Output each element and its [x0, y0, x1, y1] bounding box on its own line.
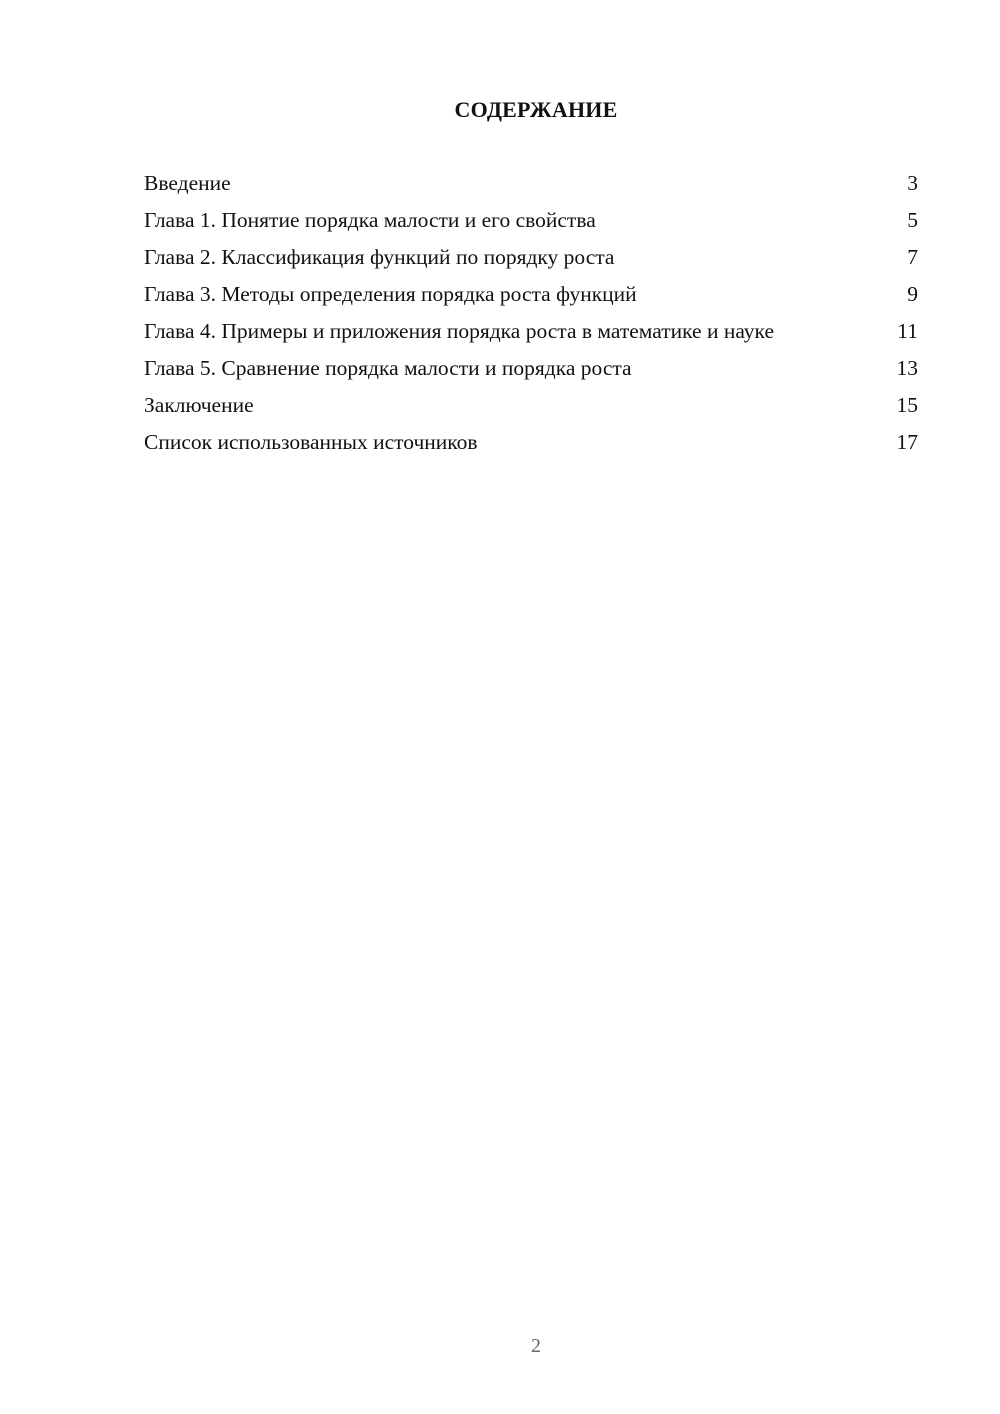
toc-item-page: 3 — [907, 171, 918, 195]
toc-item — [144, 355, 918, 382]
page-title: СОДЕРЖАНИЕ — [454, 97, 618, 122]
toc-item-title: Глава 2. Классификация функций по порядку роста — [144, 245, 615, 269]
toc-item-page: 11 — [897, 319, 918, 343]
toc-item-page: 17 — [896, 430, 918, 454]
toc-item — [144, 244, 918, 271]
toc-item-page: 5 — [907, 208, 918, 232]
toc-item — [144, 170, 918, 197]
toc-item-title: Глава 5. Сравнение порядка малости и порядка роста — [144, 356, 632, 380]
toc-item — [144, 318, 918, 345]
toc-item-title: Список использованных источников — [144, 430, 478, 454]
toc-item-page: 9 — [907, 282, 918, 306]
toc-item — [144, 207, 918, 234]
toc-item-title: Глава 4. Примеры и приложения порядка роста в математике и науке — [144, 319, 774, 343]
toc-item-page: 15 — [896, 393, 918, 417]
toc-item-page: 13 — [896, 356, 918, 380]
table-of-contents — [144, 170, 918, 466]
toc-item — [144, 429, 918, 456]
toc-item — [144, 392, 918, 419]
toc-item-title: Введение — [144, 171, 231, 195]
page-number: 2 — [531, 1335, 541, 1357]
toc-item-page: 7 — [907, 245, 918, 269]
toc-item — [144, 281, 918, 308]
toc-item-title: Глава 1. Понятие порядка малости и его свойства — [144, 208, 596, 232]
toc-item-title: Глава 3. Методы определения порядка роста функций — [144, 282, 637, 306]
toc-item-title: Заключение — [144, 393, 254, 417]
